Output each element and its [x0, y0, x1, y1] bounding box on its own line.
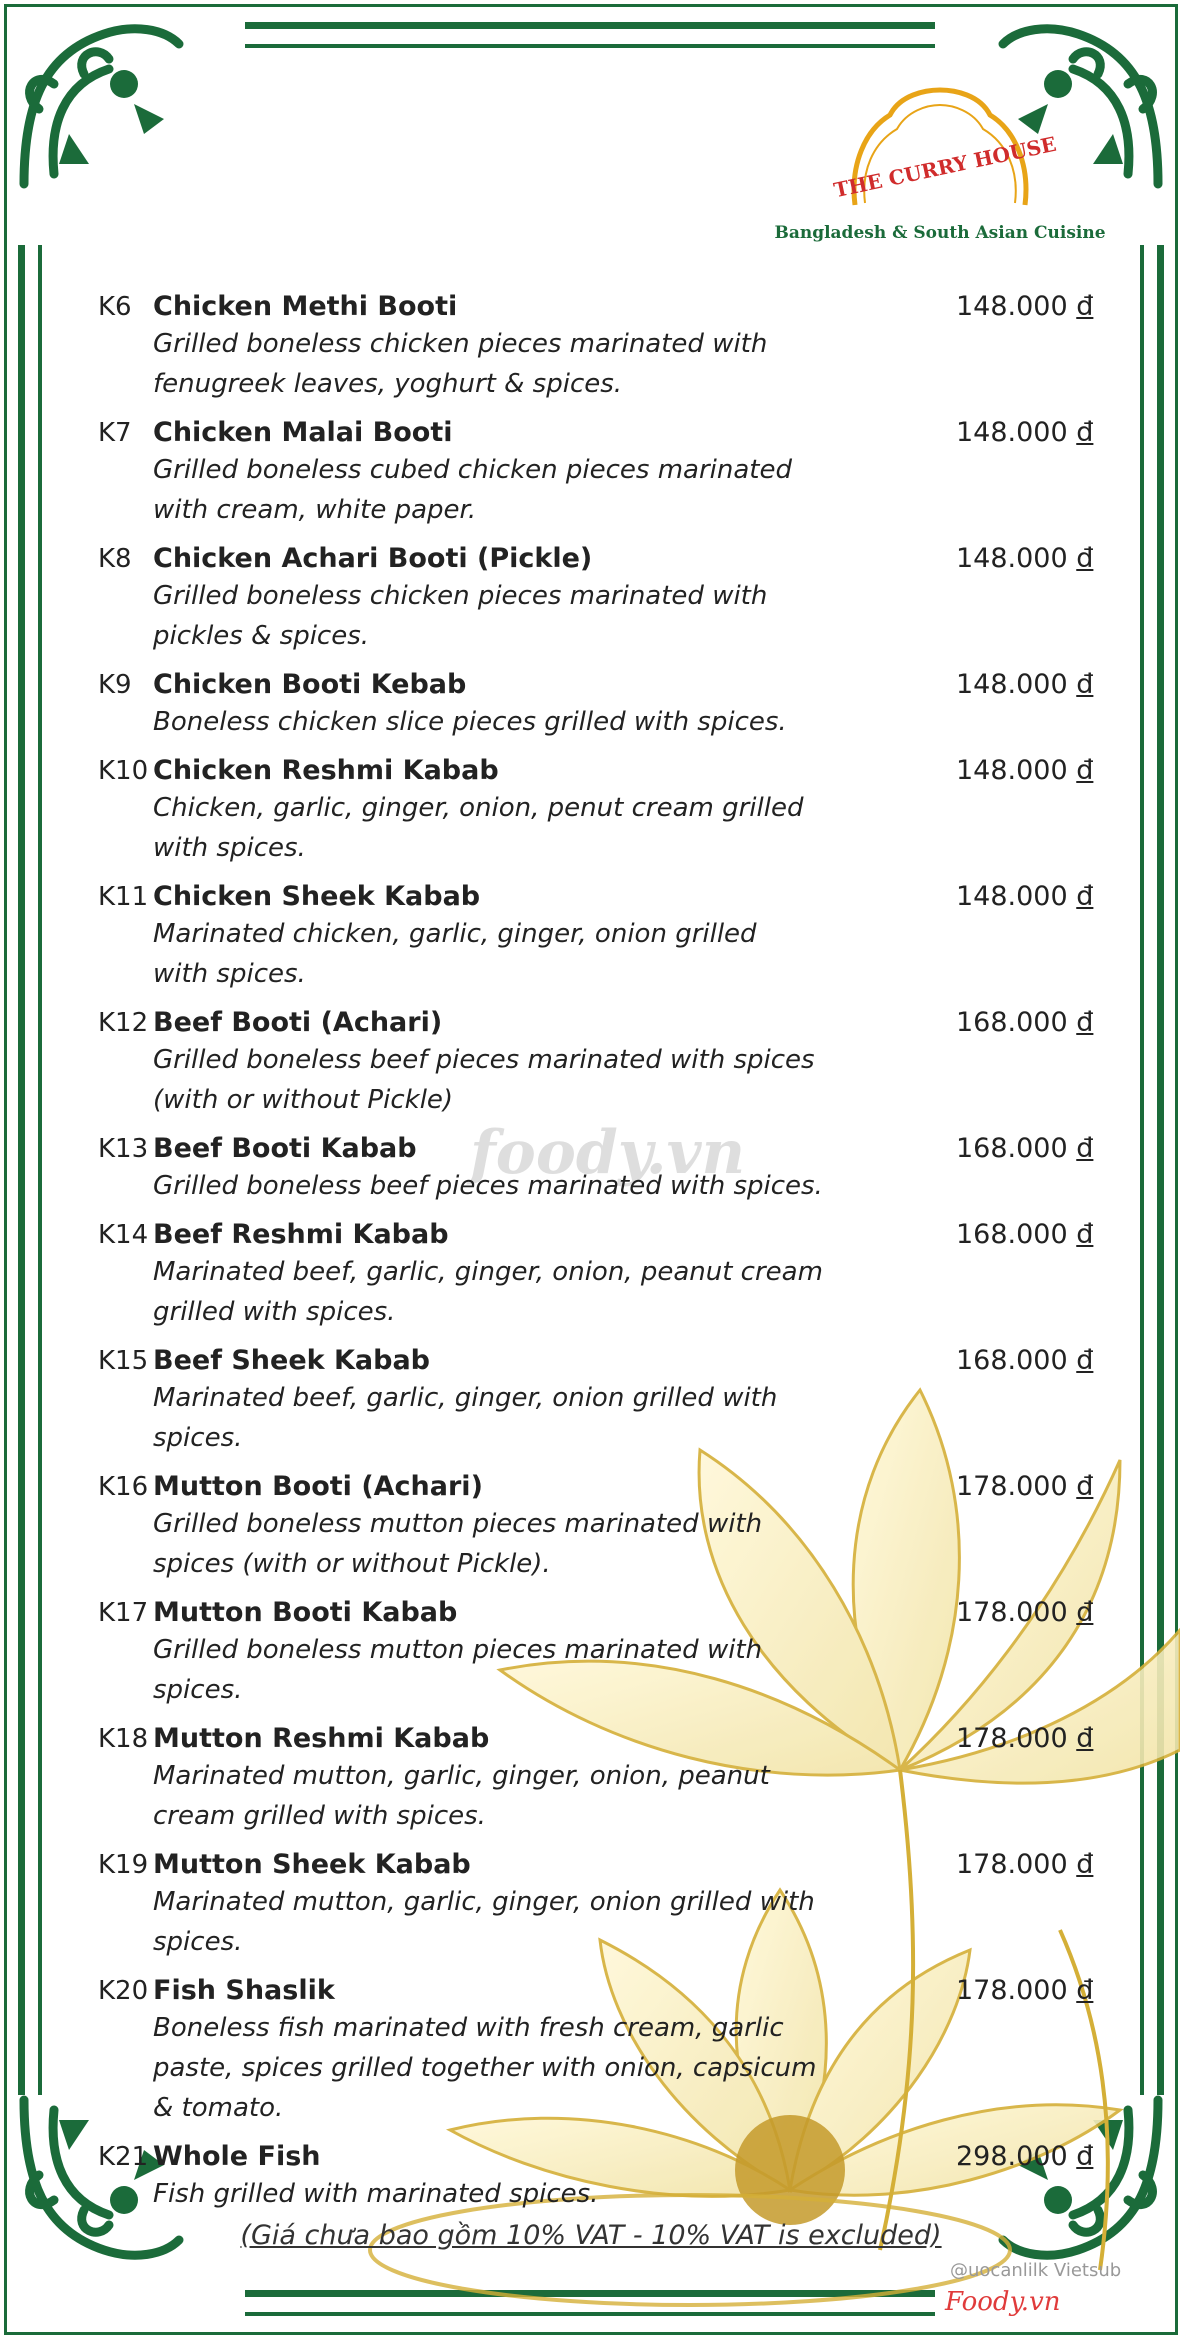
- item-body: [153, 416, 873, 530]
- item-price: [956, 1722, 1093, 1756]
- item-price: [956, 542, 1093, 576]
- item-name: Mutton Booti Kabab: [153, 1597, 458, 1628]
- item-description: Grilled boneless beef pieces marinated with spices (with or without Pickle): [153, 1045, 815, 1115]
- item-price: [956, 1470, 1093, 1504]
- item-price: [956, 880, 1093, 914]
- price-value: 178.000: [956, 1849, 1068, 1880]
- currency-symbol: đ: [1076, 417, 1094, 448]
- item-body: [153, 1218, 873, 1332]
- item-description: Boneless fish marinated with fresh cream, garlic paste, spices grilled together with onion, capsicum & tomato.: [153, 2013, 817, 2123]
- item-description: Chicken, garlic, ginger, onion, penut cream grilled with spices.: [153, 793, 804, 863]
- item-body: [153, 1722, 873, 1836]
- item-description: Marinated mutton, garlic, ginger, onion, peanut cream grilled with spices.: [153, 1761, 770, 1831]
- currency-symbol: đ: [1076, 543, 1094, 574]
- item-name: Mutton Reshmi Kabab: [153, 1723, 490, 1754]
- item-price: [956, 416, 1093, 450]
- item-code: K8: [98, 544, 132, 574]
- item-description: Marinated beef, garlic, ginger, onion grilled with spices.: [153, 1383, 778, 1453]
- currency-symbol: đ: [1076, 1975, 1094, 2006]
- item-price: [956, 1132, 1093, 1166]
- logo-tagline: Bangladesh & South Asian Cuisine: [774, 223, 1106, 243]
- price-value: 168.000: [956, 1007, 1068, 1038]
- item-name: Chicken Achari Booti (Pickle): [153, 543, 593, 574]
- menu-item: [98, 668, 1098, 742]
- item-code: K18: [98, 1724, 149, 1754]
- price-value: 178.000: [956, 1723, 1068, 1754]
- item-body: [153, 1596, 873, 1710]
- item-name: Chicken Booti Kebab: [153, 669, 467, 700]
- price-value: 148.000: [956, 417, 1068, 448]
- item-price: [956, 1344, 1093, 1378]
- currency-symbol: đ: [1076, 291, 1094, 322]
- item-code: K14: [98, 1220, 149, 1250]
- item-code: K17: [98, 1598, 149, 1628]
- currency-symbol: đ: [1076, 669, 1094, 700]
- item-name: Beef Booti (Achari): [153, 1007, 443, 1038]
- menu-item: [98, 1006, 1098, 1120]
- corner-ornament-top-left: [14, 14, 189, 189]
- item-price: [956, 1596, 1093, 1630]
- item-price: [956, 668, 1093, 702]
- item-name: Mutton Sheek Kabab: [153, 1849, 471, 1880]
- currency-symbol: đ: [1076, 755, 1094, 786]
- item-body: [153, 1132, 873, 1206]
- item-description: Boneless chicken slice pieces grilled with spices.: [153, 707, 787, 737]
- item-price: [956, 754, 1093, 788]
- menu-item: [98, 416, 1098, 530]
- vat-note: (Giá chưa bao gồm 10% VAT - 10% VAT is excluded): [240, 2220, 942, 2251]
- item-code: K10: [98, 756, 149, 786]
- menu-item: [98, 290, 1098, 404]
- item-body: [153, 542, 873, 656]
- item-name: Chicken Malai Booti: [153, 417, 453, 448]
- item-code: K6: [98, 292, 132, 322]
- menu-item: [98, 1848, 1098, 1962]
- item-code: K16: [98, 1472, 149, 1502]
- item-description: Marinated chicken, garlic, ginger, onion grilled with spices.: [153, 919, 757, 989]
- item-code: K19: [98, 1850, 149, 1880]
- menu-item: [98, 1344, 1098, 1458]
- item-body: [153, 880, 873, 994]
- item-price: [956, 1006, 1093, 1040]
- item-body: [153, 1974, 873, 2128]
- item-name: Chicken Methi Booti: [153, 291, 458, 322]
- price-value: 168.000: [956, 1345, 1068, 1376]
- top-border-line-thin: [245, 44, 935, 48]
- item-price: [956, 1848, 1093, 1882]
- item-body: [153, 754, 873, 868]
- menu-list: [98, 290, 1098, 2226]
- currency-symbol: đ: [1076, 1007, 1094, 1038]
- price-value: 148.000: [956, 291, 1068, 322]
- item-code: K13: [98, 1134, 149, 1164]
- item-price: [956, 1974, 1093, 2008]
- currency-symbol: đ: [1076, 1133, 1094, 1164]
- item-price: [956, 290, 1093, 324]
- menu-item: [98, 1470, 1098, 1584]
- item-code: K9: [98, 670, 132, 700]
- price-value: 148.000: [956, 755, 1068, 786]
- item-body: [153, 2140, 873, 2214]
- item-name: Chicken Sheek Kabab: [153, 881, 481, 912]
- watermark: foody.vn: [470, 1118, 746, 1188]
- menu-item: [98, 542, 1098, 656]
- item-code: K12: [98, 1008, 149, 1038]
- logo-name: THE CURRY HOUSE: [831, 131, 1059, 203]
- left-border-line: [18, 245, 25, 2095]
- foody-logo: Foody.vn: [945, 2287, 1061, 2317]
- item-body: [153, 290, 873, 404]
- item-description: Grilled boneless beef pieces marinated with spices.: [153, 1171, 823, 1201]
- item-code: K15: [98, 1346, 149, 1376]
- price-value: 178.000: [956, 1975, 1068, 2006]
- price-value: 168.000: [956, 1219, 1068, 1250]
- item-description: Grilled boneless mutton pieces marinated with spices.: [153, 1635, 763, 1705]
- menu-item: [98, 1722, 1098, 1836]
- menu-item: [98, 1974, 1098, 2128]
- price-value: 178.000: [956, 1471, 1068, 1502]
- item-description: Fish grilled with marinated spices.: [153, 2179, 599, 2209]
- item-body: [153, 668, 873, 742]
- item-description: Grilled boneless chicken pieces marinated with fenugreek leaves, yoghurt & spices.: [153, 329, 768, 399]
- currency-symbol: đ: [1076, 1219, 1094, 1250]
- price-value: 148.000: [956, 669, 1068, 700]
- currency-symbol: đ: [1076, 2141, 1094, 2172]
- item-description: Marinated mutton, garlic, ginger, onion grilled with spices.: [153, 1887, 815, 1957]
- price-value: 148.000: [956, 881, 1068, 912]
- item-code: K20: [98, 1976, 149, 2006]
- item-description: Marinated beef, garlic, ginger, onion, peanut cream grilled with spices.: [153, 1257, 823, 1327]
- top-border-line: [245, 22, 935, 29]
- price-value: 178.000: [956, 1597, 1068, 1628]
- item-code: K11: [98, 882, 149, 912]
- item-body: [153, 1344, 873, 1458]
- item-description: Grilled boneless chicken pieces marinated with pickles & spices.: [153, 581, 768, 651]
- item-name: Fish Shaslik: [153, 1975, 335, 2006]
- item-body: [153, 1848, 873, 1962]
- item-description: Grilled boneless cubed chicken pieces marinated with cream, white paper.: [153, 455, 792, 525]
- item-name: Beef Sheek Kabab: [153, 1345, 431, 1376]
- currency-symbol: đ: [1076, 1723, 1094, 1754]
- item-body: [153, 1006, 873, 1120]
- item-name: Beef Reshmi Kabab: [153, 1219, 449, 1250]
- currency-symbol: đ: [1076, 881, 1094, 912]
- currency-symbol: đ: [1076, 1597, 1094, 1628]
- item-code: K21: [98, 2142, 149, 2172]
- item-description: Grilled boneless mutton pieces marinated with spices (with or without Pickle).: [153, 1509, 763, 1579]
- item-name: Mutton Booti (Achari): [153, 1471, 483, 1502]
- price-value: 298.000: [956, 2141, 1068, 2172]
- menu-item: [98, 1132, 1098, 1206]
- currency-symbol: đ: [1076, 1345, 1094, 1376]
- menu-item: [98, 1218, 1098, 1332]
- menu-item: [98, 2140, 1098, 2214]
- item-price: [956, 2140, 1093, 2174]
- left-border-line-thin: [38, 245, 42, 2095]
- item-price: [956, 1218, 1093, 1252]
- currency-symbol: đ: [1076, 1471, 1094, 1502]
- item-name: Chicken Reshmi Kabab: [153, 755, 499, 786]
- credit-text: @uocanlilk Vietsub: [950, 2260, 1122, 2281]
- price-value: 148.000: [956, 543, 1068, 574]
- currency-symbol: đ: [1076, 1849, 1094, 1880]
- menu-item: [98, 880, 1098, 994]
- item-code: K7: [98, 418, 132, 448]
- menu-item: [98, 754, 1098, 868]
- item-body: [153, 1470, 873, 1584]
- menu-item: [98, 1596, 1098, 1710]
- price-value: 168.000: [956, 1133, 1068, 1164]
- item-name: Whole Fish: [153, 2141, 321, 2172]
- item-name: Beef Booti Kabab: [153, 1133, 417, 1164]
